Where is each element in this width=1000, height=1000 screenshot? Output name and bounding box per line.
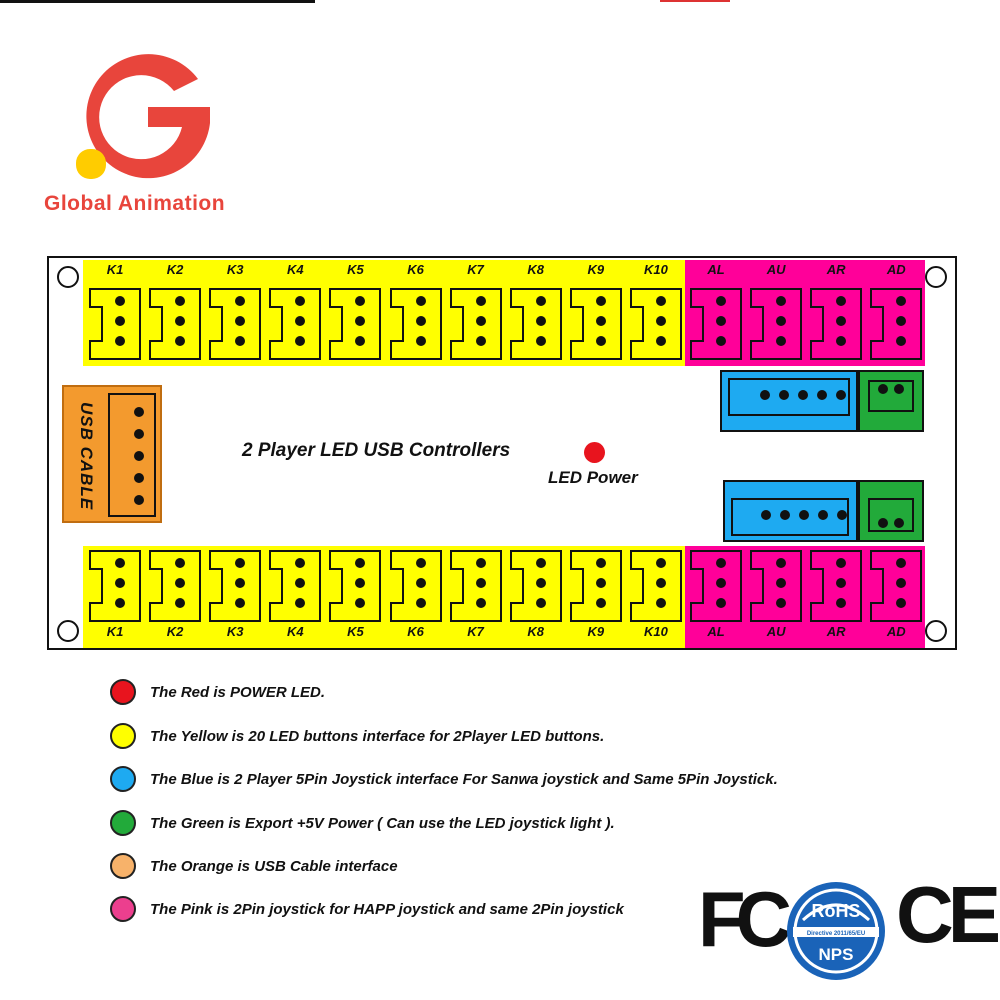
legend-color-swatch [110,679,136,705]
board-title: 2 Player LED USB Controllers [242,440,511,461]
g-letter-logo-icon [70,45,220,185]
button-connector-top-k9 [570,288,622,360]
joystick-label-bottom-al: AL [707,624,725,639]
joystick-connector-bottom-ar [810,550,862,622]
key-label-bottom-k9: K9 [587,624,605,639]
legend-item [110,720,604,752]
nps-text: NPS [818,945,854,964]
joystick-connector-top-ad [870,288,922,360]
key-label-bottom-k10: K10 [643,624,668,639]
usb-cable-connector [62,385,162,523]
ce-mark: CE [896,870,996,959]
button-connector-top-k3 [209,288,261,360]
key-label-bottom-k5: K5 [347,624,364,639]
joystick-label-top-ad: AD [886,262,906,277]
usb-pin-header [108,393,156,517]
brand-name: Global Animation [44,192,226,215]
button-connector-top-k10 [630,288,682,360]
joystick-5pin-connector-bottom [723,480,858,542]
key-label-bottom-k3: K3 [226,624,244,639]
legend-text: The Orange is USB Cable interface [150,857,398,875]
legend-item [110,893,624,925]
key-label-top-k7: K7 [467,262,484,277]
key-label-top-k8: K8 [527,262,544,277]
top-accent-line [660,0,730,2]
joystick-label-top-al: AL [707,262,725,277]
key-label-top-k4: K4 [286,262,304,277]
joystick-label-bottom-au: AU [766,624,786,639]
joystick-connector-top-au [750,288,802,360]
rohs-text: RoHS [811,901,861,921]
button-connector-top-k6 [390,288,442,360]
joystick-label-top-ar: AR [826,262,846,277]
key-label-top-k6: K6 [407,262,424,277]
top-border-line [0,0,315,3]
joystick-label-bottom-ar: AR [826,624,846,639]
usb-cable-label: USB CABLE [77,401,96,511]
button-connector-top-k8 [510,288,562,360]
key-label-bottom-k2: K2 [166,624,184,639]
button-connector-bottom-k8 [510,550,562,622]
joystick-5pin-connector-top [720,370,858,432]
legend-text: The Pink is 2Pin joystick for HAPP joystick and same 2Pin joystick [150,900,624,918]
fcc-mark: FC [698,875,782,963]
mount-hole-top-right [925,266,947,288]
legend-text: The Blue is 2 Player 5Pin Joystick interface For Sanwa joystick and Same 5Pin Joystick. [150,770,778,788]
mount-hole-bottom-right [925,620,947,642]
button-connector-top-k5 [329,288,381,360]
legend-color-swatch [110,810,136,836]
key-label-top-k10: K10 [643,262,668,277]
key-label-top-k1: K1 [106,262,124,277]
led-power-indicator [584,442,605,463]
mount-hole-bottom-left [57,620,79,642]
button-connector-top-k2 [149,288,201,360]
legend-text: The Yellow is 20 LED buttons interface for 2Player LED buttons. [150,727,605,745]
key-label-top-k2: K2 [166,262,184,277]
joystick-connector-bottom-au [750,550,802,622]
button-connector-bottom-k1 [89,550,141,622]
led-power-label: LED Power [548,468,638,487]
legend-item [110,676,325,708]
joystick-label-bottom-ad: AD [886,624,906,639]
legend-color-swatch [110,896,136,922]
legend-color-swatch [110,723,136,749]
key-label-bottom-k8: K8 [527,624,544,639]
joystick-connector-top-ar [810,288,862,360]
button-connector-bottom-k5 [329,550,381,622]
button-connector-bottom-k9 [570,550,622,622]
legend-text: The Green is Export +5V Power ( Can use the LED joystick light ). [150,814,615,832]
button-connector-bottom-k6 [390,550,442,622]
key-label-top-k3: K3 [226,262,244,277]
button-connector-bottom-k7 [450,550,502,622]
legend-item [110,763,778,795]
legend-item [110,850,398,882]
power-5v-connector-top [858,370,924,432]
joystick-connector-bottom-al [690,550,742,622]
button-connector-bottom-k4 [269,550,321,622]
button-connector-top-k1 [89,288,141,360]
joystick-connector-bottom-ad [870,550,922,622]
button-connector-bottom-k3 [209,550,261,622]
key-label-bottom-k1: K1 [106,624,124,639]
key-label-bottom-k4: K4 [286,624,304,639]
button-connector-bottom-k2 [149,550,201,622]
key-label-top-k5: K5 [347,262,364,277]
legend-color-swatch [110,766,136,792]
key-label-bottom-k7: K7 [467,624,484,639]
button-connector-bottom-k10 [630,550,682,622]
rohs-directive-text: Directive 2011/65/EU [806,931,866,937]
legend-item [110,807,615,839]
legend-color-swatch [110,853,136,879]
button-connector-top-k4 [269,288,321,360]
key-label-top-k9: K9 [587,262,605,277]
legend-text: The Red is POWER LED. [150,683,326,701]
rohs-badge-icon [785,880,887,982]
joystick-label-top-au: AU [766,262,786,277]
button-connector-top-k7 [450,288,502,360]
key-label-bottom-k6: K6 [407,624,424,639]
joystick-connector-top-al [690,288,742,360]
mount-hole-top-left [57,266,79,288]
power-5v-connector-bottom [858,480,924,542]
